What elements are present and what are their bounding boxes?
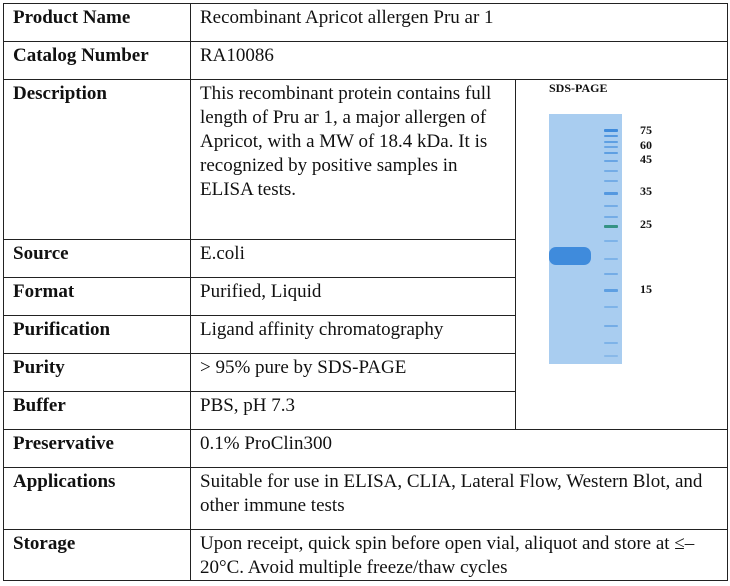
product-name-label: Product Name [4, 4, 191, 42]
row-storage [4, 530, 728, 581]
product-name-value: Recombinant Apricot allergen Pru ar 1 [191, 4, 728, 42]
ladder-band [604, 342, 618, 344]
ladder-band [604, 225, 618, 228]
ladder-band [604, 273, 618, 275]
ladder-band [604, 180, 618, 182]
description-label: Description [4, 80, 191, 240]
storage-value: Upon receipt, quick spin before open vial, aliquot and store at ≤–20°C. Avoid multiple freeze/thaw cycles [191, 530, 728, 581]
purity-label: Purity [4, 354, 191, 392]
ladder-band [604, 152, 618, 154]
ladder-band [604, 289, 618, 292]
sds-page-gel-figure [516, 80, 728, 430]
marker-label-75: 75 [640, 123, 652, 137]
row-applications [4, 468, 728, 530]
marker-label-25: 25 [640, 217, 652, 231]
row-description [4, 80, 728, 240]
ladder-band [604, 216, 618, 218]
source-label: Source [4, 240, 191, 278]
ladder-band [604, 355, 618, 357]
applications-value: Suitable for use in ELISA, CLIA, Lateral Flow, Western Blot, and other immune tests [191, 468, 728, 530]
ladder-band [604, 146, 618, 148]
ladder-band [604, 129, 618, 132]
row-preservative [4, 430, 728, 468]
purity-value: > 95% pure by SDS-PAGE [191, 354, 516, 392]
preservative-value: 0.1% ProClin300 [191, 430, 728, 468]
buffer-label: Buffer [4, 392, 191, 430]
format-value: Purified, Liquid [191, 278, 516, 316]
purification-value: Ligand affinity chromatography [191, 316, 516, 354]
ladder-band [604, 325, 618, 327]
description-value: This recombinant protein contains full length of Pru ar 1, a major allergen of Apricot, with a MW of 18.4 kDa. It is recognized by positive samples in ELISA tests. [191, 80, 516, 240]
ladder-band [604, 141, 618, 143]
ladder-band [604, 170, 618, 172]
row-product-name [4, 4, 728, 42]
catalog-number-value: RA10086 [191, 42, 728, 80]
marker-label-45: 45 [640, 152, 652, 166]
ladder-band [604, 160, 618, 162]
ladder-band [604, 258, 618, 260]
gel-image [516, 80, 727, 430]
product-spec-table [3, 3, 728, 581]
preservative-label: Preservative [4, 430, 191, 468]
ladder-band [604, 205, 618, 207]
storage-label: Storage [4, 530, 191, 581]
ladder-band [604, 135, 618, 137]
ladder-band [604, 306, 618, 308]
buffer-value: PBS, pH 7.3 [191, 392, 516, 430]
format-label: Format [4, 278, 191, 316]
marker-label-35: 35 [640, 184, 652, 198]
row-catalog-number [4, 42, 728, 80]
sample-band [549, 247, 591, 265]
ladder-band [604, 240, 618, 242]
marker-label-15: 15 [640, 282, 652, 296]
gel-title: SDS-PAGE [549, 81, 608, 95]
ladder-band [604, 192, 618, 195]
catalog-number-label: Catalog Number [4, 42, 191, 80]
applications-label: Applications [4, 468, 191, 530]
source-value: E.coli [191, 240, 516, 278]
purification-label: Purification [4, 316, 191, 354]
marker-label-60: 60 [640, 138, 652, 152]
